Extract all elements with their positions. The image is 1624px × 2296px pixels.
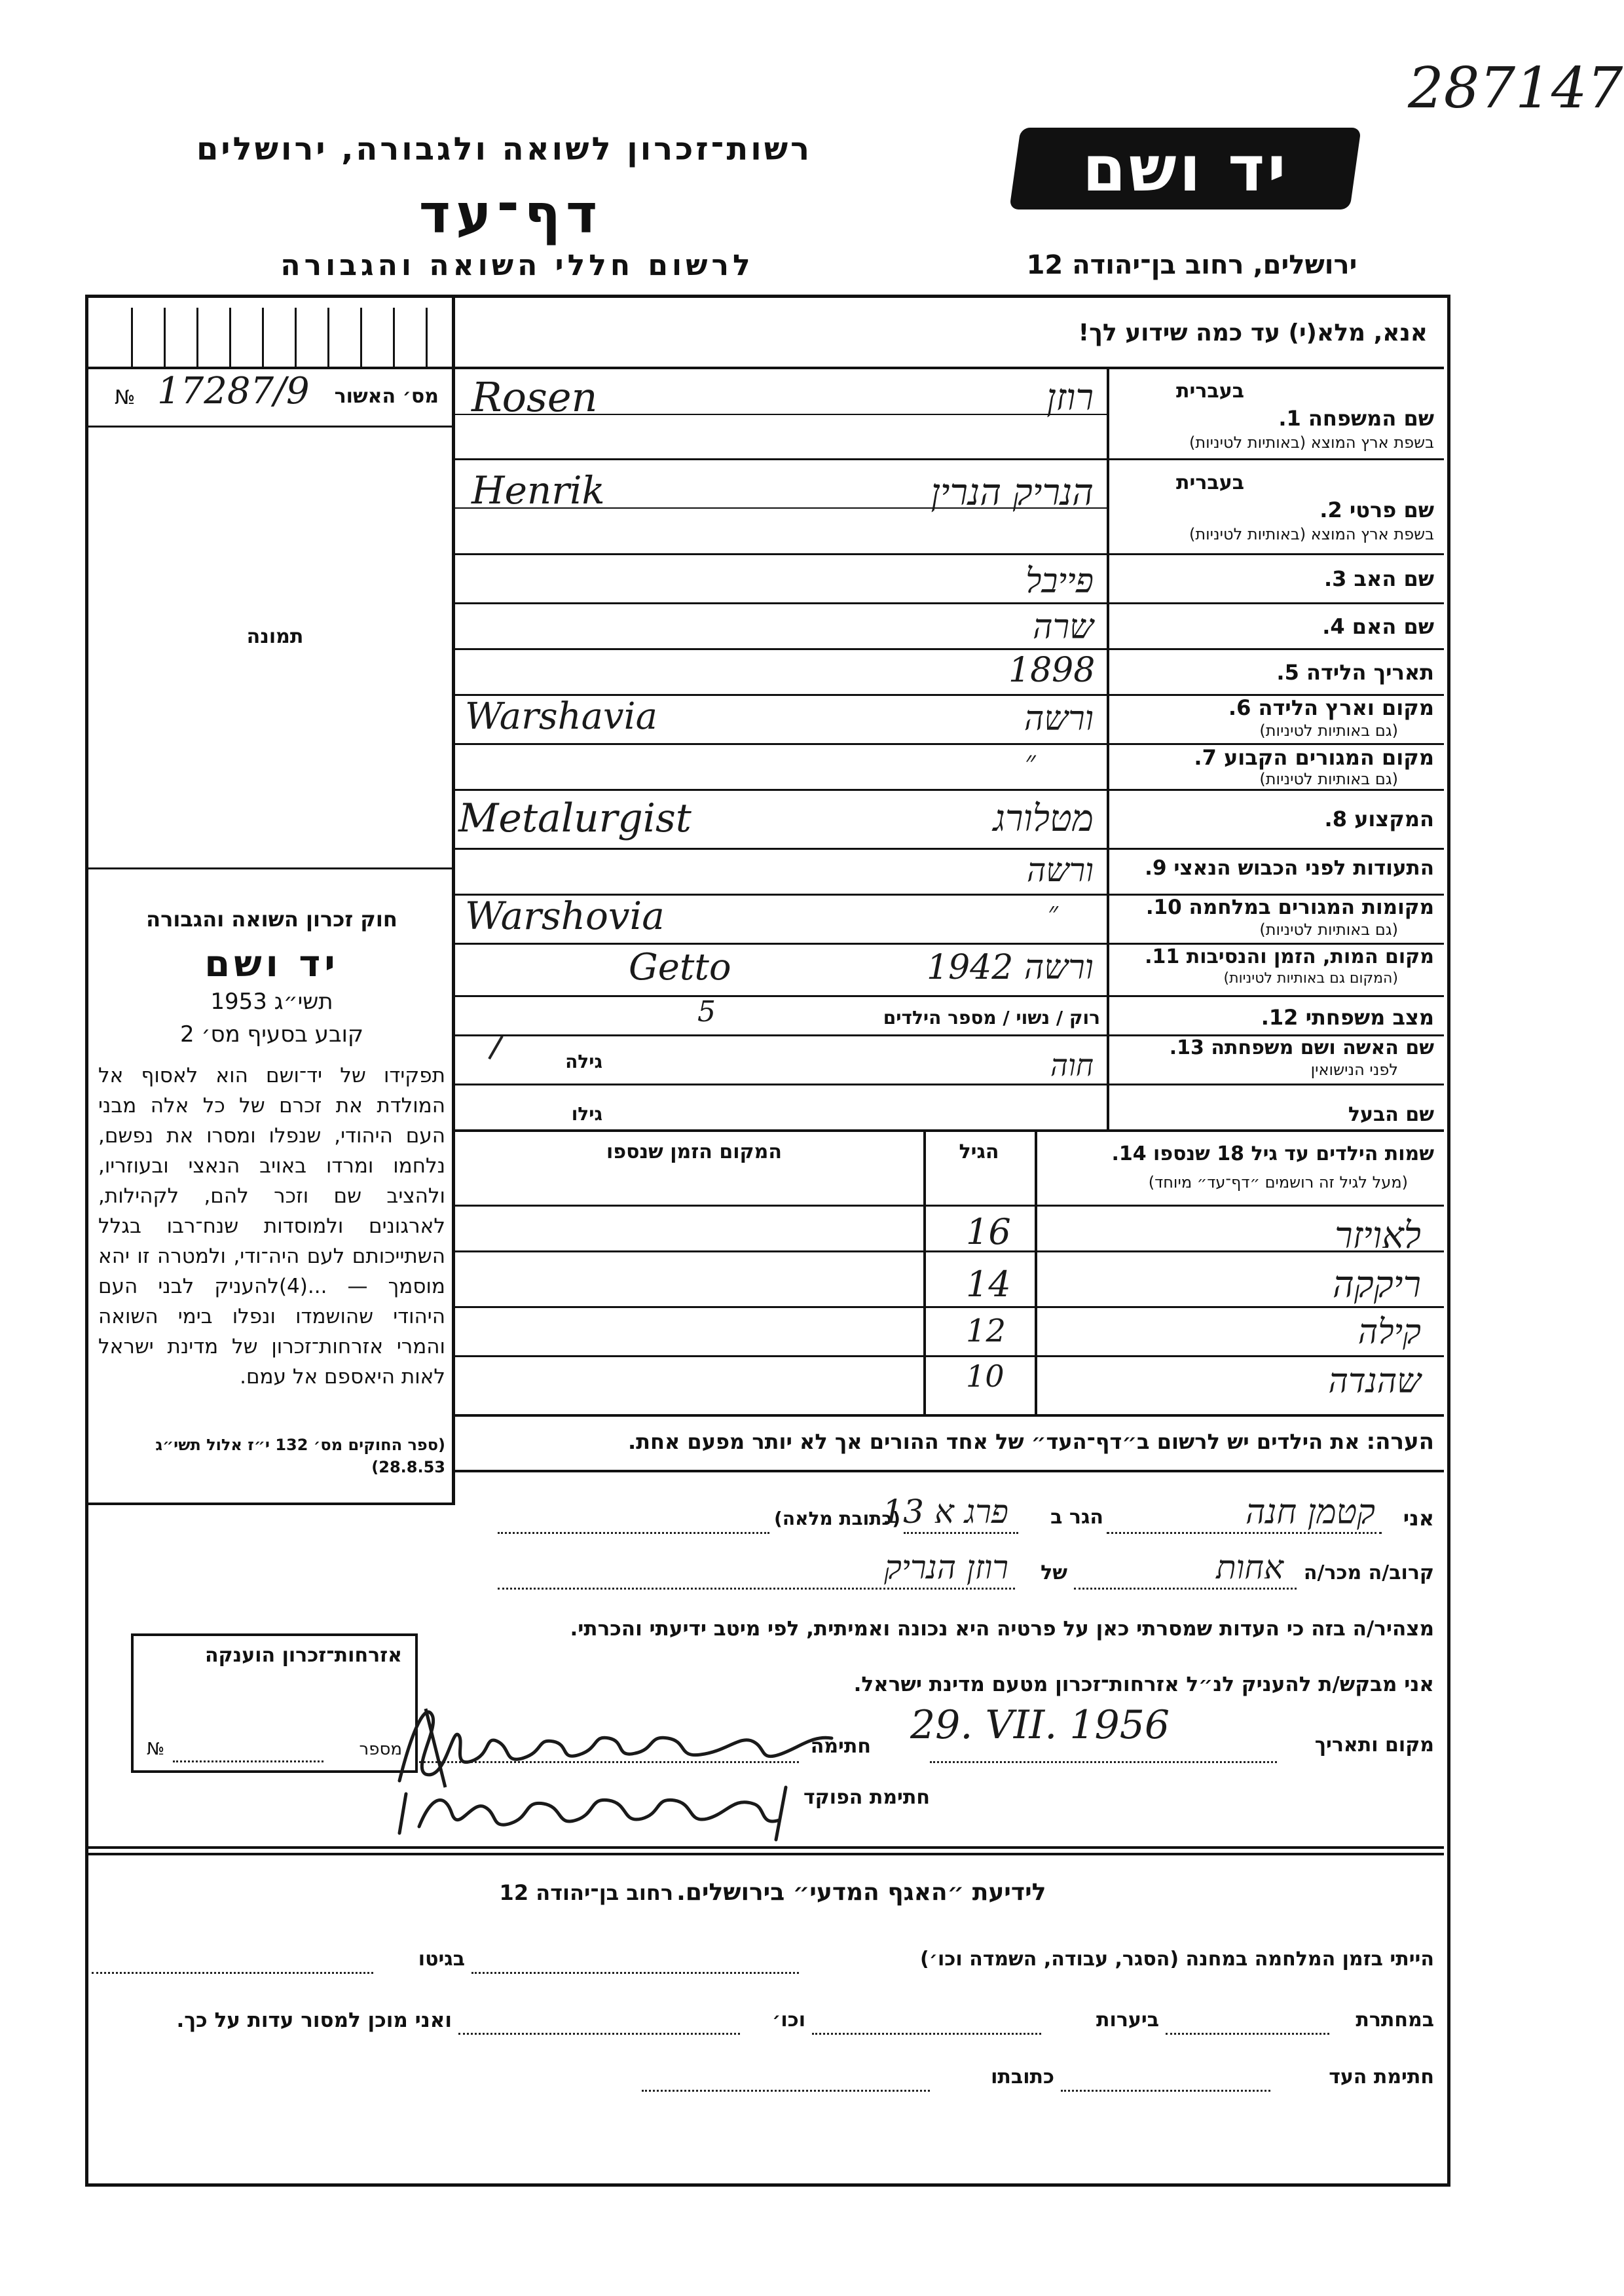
birthplace-latin: Warshavia <box>465 695 657 738</box>
child-name-2: ריקקה <box>1333 1264 1421 1306</box>
field-8-label <box>1113 807 1434 831</box>
wartime-residence-ditto: ״ <box>1048 896 1058 928</box>
field-3-label-text: שם האב <box>1354 566 1434 591</box>
father-name: פייבל <box>1025 562 1094 601</box>
field-1-note: בשפת ארץ המוצא (באותיות לטיניות) <box>1189 433 1434 452</box>
declarant-address: פרג א 13 <box>882 1493 1008 1531</box>
field-8-num: 8. <box>1324 807 1347 831</box>
children-num: 14. <box>1111 1142 1147 1165</box>
field-12-label-text: מצב משפחתי <box>1305 1005 1434 1030</box>
field-1-num: 1. <box>1278 406 1301 431</box>
footer-forests: ביערות <box>1096 2009 1159 2032</box>
note-line <box>471 1429 1434 1455</box>
header-address: ירושלים, רחוב בן־יהודה 12 <box>1026 250 1357 280</box>
footer-ready: ואני מוכן למסור עדות על כך. <box>176 2009 452 2032</box>
registration-no-sign: № <box>115 386 136 409</box>
mother-name: שרה <box>1033 608 1094 647</box>
field-12-label <box>1113 1005 1434 1030</box>
field-2-label-text: שם פרטי <box>1349 498 1434 522</box>
footer-ghetto: בגיטו <box>418 1948 465 1971</box>
death-place-hebrew: ורשה 1942 <box>926 948 1094 987</box>
wartime-residence-latin: Warshovia <box>465 894 665 938</box>
registration-value: 17287/9 <box>157 370 310 412</box>
citizenship-no-sign: № <box>147 1740 165 1759</box>
citizenship-box <box>131 1633 418 1773</box>
photo-label: תמונה <box>246 625 304 648</box>
law-reference: (ספר החוקים מס׳ 132 י״ז אלול תשי״ג 28.8.53) <box>155 1436 445 1476</box>
field-6-label-text: מקום וארץ הלידה <box>1258 695 1434 720</box>
surname-hebrew: רוזן <box>1046 376 1094 419</box>
note-label: הערה: <box>1366 1429 1434 1455</box>
field-10-note: (גם באותיות לטיניות) <box>1259 920 1398 939</box>
field-6-num: 6. <box>1228 695 1251 720</box>
relation-value: אחות <box>1216 1548 1283 1586</box>
archive-number: 287147 <box>1408 56 1623 121</box>
field-1-hebrew-tag: בעברית <box>1176 380 1244 403</box>
firstname-hebrew: הנריק הנרין <box>931 471 1094 514</box>
footer-witness-signature: חתימת העד <box>1329 2066 1434 2088</box>
signature-label: חתימה <box>810 1735 871 1758</box>
law-title: חוק זכרון השואה והגבורה <box>146 907 397 932</box>
husband-label: שם הבעל <box>1348 1103 1434 1126</box>
profession-latin: Metalurgist <box>458 795 692 841</box>
place-date-label: מקום ותאריך <box>1314 1734 1434 1757</box>
footer-attention-line <box>393 1879 1153 1906</box>
field-6-note: (גם באותיות לטיניות) <box>1259 721 1398 740</box>
request-text: אני מבקש/ת להעניק לנ״ל אזרחות־זכרון מטעם מדינת ישראל. <box>853 1673 1434 1696</box>
husband-age-label: גילו <box>571 1103 602 1125</box>
children-place-header: המקום הזמן שנספו <box>606 1140 782 1163</box>
field-5-label <box>1113 660 1434 685</box>
field-11-label-text: מקום המות, הזמן והנסיבות <box>1186 945 1434 968</box>
field-9-label-text: התעודות לפני הכבוש הנאצי <box>1173 856 1434 880</box>
declarant-address-label: (כתובת מלאה) <box>774 1508 900 1529</box>
note-text: את הילדים יש לרשום ב״דף־העד״ של אחד ההורים אך לא יותר מפעם אחת. <box>627 1429 1360 1454</box>
citizenship-number-label: מספר <box>359 1740 402 1759</box>
field-11-label <box>1113 945 1434 968</box>
child-name-4: שהנדה <box>1328 1362 1421 1401</box>
law-text: תפקידו של יד־ושם הוא לאסוף אל המולדת את זכרם של כל אלה מבני העם היהודי, שנפלו ומסרו את נפשם, נלחמו ומרדו באויב הנאצי ובעוזריו, ולהציב שם וזכר להם, לקהילות, לארגונים ולמוסדות שנח־רבו בגלל השתייכותם לעם היה־ודי, ולמטרה זו יהא מוסמך — ...(4)להעניק לבני העם היהודי שהושמדו ונפלו בימי השואה והמרי אזרחות־זכרון של מדינת ישראל לאות היאספם אל עמם. <box>98 1064 445 1389</box>
children-title-text: שמות הילדים עד גיל 18 שנספו <box>1153 1142 1434 1165</box>
field-7-label <box>1113 745 1434 770</box>
birthplace-hebrew: ורשה <box>1024 699 1094 738</box>
field-9-label <box>1113 856 1434 880</box>
footer-address: רחוב בן־יהודה 12 <box>499 1880 674 1905</box>
field-10-num: 10. <box>1145 896 1182 919</box>
law-name: יד ושם <box>204 943 339 985</box>
declaration-text: מצהיר/ה בזה כי העדות שמסרתי כאן על פרטיה היא נכונה ואמיתית, לפי מיטב ידיעתי והכרתי. <box>570 1617 1434 1641</box>
field-2-hebrew-tag: בעברית <box>1176 471 1244 494</box>
field-13-age-label: גילה <box>565 1051 602 1072</box>
field-5-num: 5. <box>1276 660 1299 685</box>
declarant-name: קטמן חנה <box>1246 1493 1375 1532</box>
field-13-num: 13. <box>1169 1036 1204 1059</box>
footer-underground: במחתרת <box>1356 2009 1434 2032</box>
child-name-3: קילה <box>1357 1313 1421 1352</box>
wife-name: חוה <box>1050 1048 1094 1083</box>
field-8-label-text: המקצוע <box>1354 807 1434 831</box>
field-4-label <box>1113 614 1434 639</box>
child-name-1: לאויזר <box>1335 1214 1421 1257</box>
field-3-label <box>1113 566 1434 591</box>
form-title: דף־עד <box>418 183 603 246</box>
field-9-num: 9. <box>1145 856 1167 880</box>
prewar-residence: ורשה <box>1026 851 1094 889</box>
field-1-label <box>1113 406 1434 431</box>
field-4-label-text: שם האם <box>1352 614 1434 639</box>
field-1-label-text: שם המשפחה <box>1308 406 1434 431</box>
field-3-num: 3. <box>1323 566 1347 591</box>
law-section: קובע בסעיף מס׳ 2 <box>179 1021 364 1048</box>
death-place-latin: Getto <box>629 946 731 989</box>
citizenship-title: אזרחות־זכרון הוענקה <box>204 1644 402 1667</box>
declarant-resides: הגר ב <box>1050 1506 1103 1529</box>
relation-of-name: רוזן הנריק <box>884 1548 1008 1586</box>
children-age-header: הגיל <box>959 1140 999 1163</box>
field-7-label-text: מקום המגורים הקבוע <box>1223 745 1434 770</box>
field-10-label-text: מקומות המגורים במלחמה <box>1189 896 1434 919</box>
field-5-label-text: תאריך הלידה <box>1306 660 1434 685</box>
residence-ditto: ״ <box>1025 745 1036 778</box>
field-6-label <box>1113 695 1434 720</box>
field-13-note: לפני הנישואין <box>1310 1061 1398 1079</box>
field-12-note: רוק / נשוי / מספר הילדים <box>883 1007 1100 1029</box>
form-subtitle: לרשום חללי השואה והגבורה <box>280 249 754 282</box>
field-13-label-text: שם האשה ושם משפחתה <box>1211 1036 1434 1059</box>
intro-text: אנא, מלא(י) עד כמה שידוע לך! <box>1078 319 1428 346</box>
yad-vashem-logo <box>1009 128 1361 210</box>
child-age-3: 12 <box>966 1313 1006 1349</box>
field-2-num: 2. <box>1320 498 1342 522</box>
footer-attention: לידיעת ״האגף המדעי״ בירושלים. <box>676 1879 1046 1906</box>
field-11-num: 11. <box>1145 945 1180 968</box>
profession-hebrew: מטלורג <box>993 797 1094 840</box>
footer-address-label: כתובתו <box>991 2066 1054 2088</box>
footer-line1: הייתי בזמן המלחמה במחנה (הסגר, עבודה, השמדה וכו׳) <box>920 1948 1434 1971</box>
registration-label: מס׳ האשור <box>334 385 439 408</box>
birth-date: 1898 <box>1008 651 1096 690</box>
child-age-4: 10 <box>966 1358 1005 1394</box>
children-count: 5 <box>697 995 716 1029</box>
law-year: תשי״ג 1953 <box>210 989 333 1015</box>
field-10-label <box>1113 896 1434 919</box>
child-age-1: 16 <box>966 1211 1011 1252</box>
field-7-note: (גם באותיות לטיניות) <box>1259 770 1398 788</box>
child-age-2: 14 <box>966 1264 1011 1305</box>
field-2-label <box>1113 498 1434 522</box>
official-signature <box>393 1768 799 1846</box>
relation-of: של <box>1041 1561 1067 1584</box>
field-2-note: בשפת ארץ המוצא (באותיות לטיניות) <box>1189 525 1434 543</box>
surname-latin: Rosen <box>471 373 598 421</box>
declarant-ani: אני <box>1403 1506 1434 1531</box>
field-4-num: 4. <box>1322 614 1345 639</box>
field-7-num: 7. <box>1194 745 1217 770</box>
children-subtitle: (מעל לגיל זה רושמים ״דף־עד״ מיוחד) <box>1148 1173 1408 1192</box>
official-signature-label: חתימת הפוקד <box>803 1786 930 1809</box>
firstname-latin: Henrik <box>471 468 605 513</box>
field-12-num: 12. <box>1261 1005 1299 1030</box>
children-title <box>1041 1142 1434 1165</box>
field-11-note: (המקום גם באותיות לטיניות) <box>1223 970 1398 987</box>
declaration-date: 29. VII. 1956 <box>910 1702 1170 1748</box>
org-name: רשות־זכרון לשואה ולגבורה, ירושלים <box>196 131 813 168</box>
logo-text: יד ושם <box>1082 132 1289 206</box>
relation-label: קרוב/ה מכר/ה <box>1303 1561 1434 1584</box>
field-13-label <box>1113 1036 1434 1059</box>
footer-etc: וכו׳ <box>772 2009 805 2032</box>
